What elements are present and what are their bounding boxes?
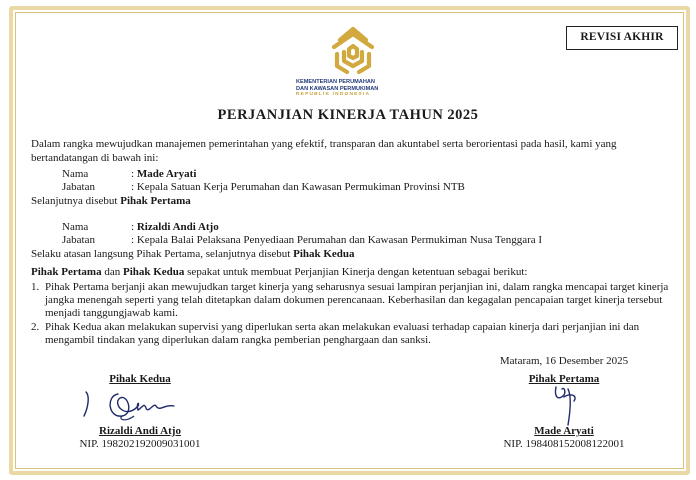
party2-name: Rizaldi Andi Atjo <box>136 221 219 233</box>
signer-name-left: Rizaldi Andi Atjo <box>99 425 181 437</box>
ministry-line-1: KEMENTERIAN PERUMAHAN <box>296 79 375 85</box>
intro-paragraph: Dalam rangka mewujudkan manajemen pemerintahan yang efektif, transparan dan akuntabel serta berorientasi pada hasil, kami yang bertandatangan di bawah ini: <box>31 138 617 164</box>
ministry-name <box>296 79 414 99</box>
signer-role-right: Pihak Pertama <box>528 373 600 385</box>
document-page: REVISI AKHIR KEMENTERIAN PERUMAHAN DAN KAWASAN PERMUKIMAN REPUBLIK INDONESIA PERJANJIAN KINERJA TAHUN 2025 Dalam rangka mewujudkan manajemen pemerintahan yang efektif, transparan dan akuntabel serta berorientasi pada hasil, kami yang bertandatangan di bawah ini: Nama : Made Aryati Jabatan : Kepala Satuan Kerja Perumahan dan Kawasan Permukiman Provinsi NTB Selanjutnya disebut Pihak Pertama Nama : Rizaldi Andi Atjo Jabatan : Kepala Balai Pelaksana Penyediaan Perumahan dan Kawasan Permukiman Nusa Tenggara I Selaku atasan langsung Pihak Pertama, selanjutnya disebut Pihak Kedua Pihak Pertama dan Pihak Kedua sepakat untuk membuat Perjanjian Kinerja dengan ketentuan sebagai berikut: 1. Pihak Pertama berjanji akan mewujudkan target kinerja yang seharusnya sesuai lampiran perjanjian ini, dalam rangka mencapai target kinerja jangka menengah seperti yang telah ditetapkan dalam dokumen perencanaan. Keberhasilan dan kegagalan pencapaian target kinerja tersebut menjadi tanggungjawab kami. 2. Pihak Kedua akan melakukan supervisi yang diperlukan serta akan melakukan evaluasi terhadap capaian kinerja dari perjanjian ini dan mengambil tindakan yang diperlukan dalam rangka pemberian penghargaan dan sanksi. Pihak Kedua Rizaldi Andi Atjo NIP. 198202192009031001 Mataram, 16 Desember 2025 Pihak Pertama Made Aryati NIP. 198408152008122001 <box>0 0 696 480</box>
party1-designation: Selanjutnya disebut Pihak Pertama <box>31 195 191 207</box>
signer-nip-left: NIP. 198202192009031001 <box>79 438 201 450</box>
signer-name-right: Made Aryati <box>534 425 594 437</box>
party1-position: Kepala Satuan Kerja Perumahan dan Kawasan Permukiman Provinsi NTB <box>136 181 465 193</box>
ministry-logo-icon <box>320 20 386 78</box>
party2-name-label: Nama <box>62 221 89 233</box>
party1-position-label: Jabatan <box>62 181 95 193</box>
place-date: Mataram, 16 Desember 2025 <box>499 355 629 367</box>
list-item: 1. Pihak Pertama berjanji akan mewujudkan target kinerja yang seharusnya sesuai lampiran perjanjian ini, dalam rangka mencapai target kinerja jangka menengah seperti yang telah ditetapkan dalam dokumen perencanaan. Keberhasilan dan kegagalan pencapaian target kinerja tersebut menjadi tanggungjawab kami. <box>31 281 669 320</box>
ministry-line-2: DAN KAWASAN PERMUKIMAN <box>296 85 379 92</box>
list-item: 2. Pihak Kedua akan melakukan supervisi yang diperlukan serta akan melakukan evaluasi terhadap capaian kinerja dari perjanjian ini dan mengambil tindakan yang diperlukan dalam rangka pemberian penghargaan dan sanksi. <box>31 320 640 346</box>
signer-left <box>60 425 220 451</box>
signature-block-left <box>60 373 220 386</box>
signature-icon <box>548 383 584 427</box>
party1-role: Pihak Pertama <box>120 195 191 207</box>
party2-role: Pihak Kedua <box>293 248 355 260</box>
revision-stamp: REVISI AKHIR <box>566 26 678 50</box>
terms-list <box>31 281 673 347</box>
ministry-line-3: REPUBLIK INDONESIA <box>296 92 371 98</box>
party2-position: Kepala Balai Pelaksana Penyediaan Perumahan dan Kawasan Permukiman Nusa Tenggara I <box>136 234 543 246</box>
party2-designation: Selaku atasan langsung Pihak Pertama, selanjutnya disebut Pihak Kedua <box>31 248 355 260</box>
party1-name: Made Aryati <box>136 168 197 180</box>
agreement-statement: Pihak Pertama dan Pihak Kedua sepakat untuk membuat Perjanjian Kinerja dengan ketentuan sebagai berikut: <box>31 266 528 278</box>
signer-role-left: Pihak Kedua <box>109 373 171 385</box>
signer-nip-right: NIP. 198408152008122001 <box>503 438 625 450</box>
signature-block-right <box>480 355 648 386</box>
document-title: PERJANJIAN KINERJA TAHUN 2025 <box>217 107 479 123</box>
signer-right <box>480 425 648 451</box>
party2-position-label: Jabatan <box>62 234 95 246</box>
party1-name-label: Nama <box>62 168 89 180</box>
signature-icon <box>78 386 190 424</box>
